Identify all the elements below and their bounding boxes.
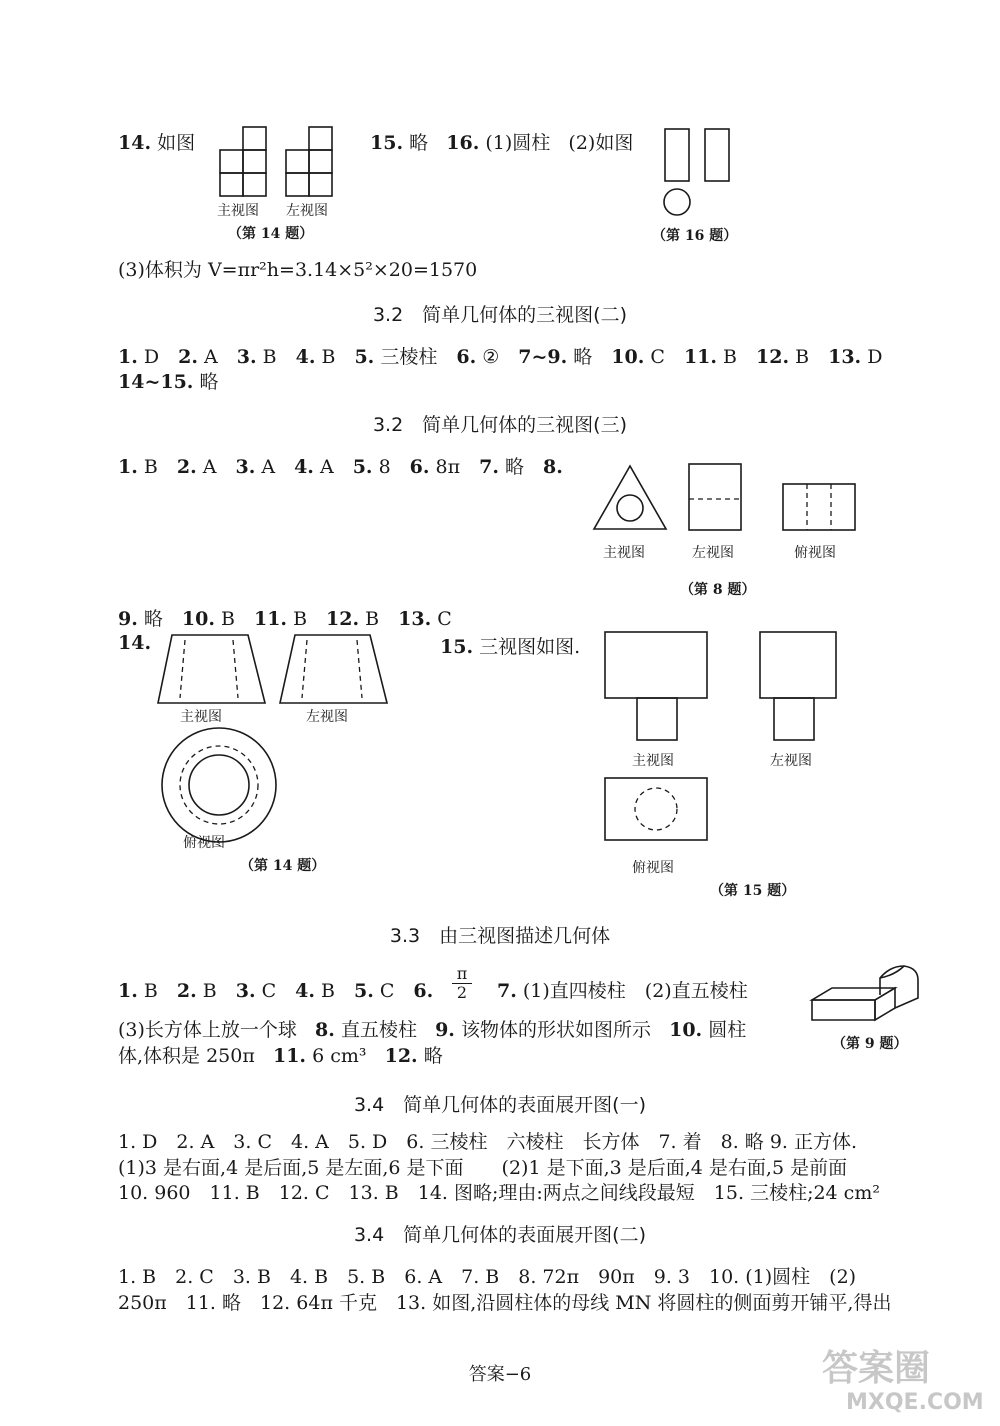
answer-text: 略 (199, 371, 219, 393)
answer-text: D (861, 346, 902, 368)
watermark-url: MXQE.COM (846, 1390, 984, 1415)
section-title: 3.4 简单几何体的表面展开图(二) (353, 1224, 647, 1246)
answer-text: 如图 (157, 132, 196, 154)
question-number: 12. (326, 608, 360, 630)
answer-text: B (359, 608, 399, 630)
fraction-denominator: 2 (456, 983, 468, 1002)
question-number: 8. (315, 1019, 335, 1041)
answer-text: (2)如图 (568, 132, 634, 154)
answer-text: (1)直四棱柱 (2)直五棱柱 (522, 980, 748, 1002)
question-number: 12. (384, 1045, 418, 1067)
question-number: 14~15. (118, 371, 194, 393)
question-number: 10. (669, 1019, 703, 1041)
question-number: 2. (178, 346, 198, 368)
question-number: 10. (181, 608, 215, 630)
question-number: 7~9. (518, 346, 568, 368)
caption-front-view: 主视图 (180, 709, 222, 725)
answer-text: A (255, 456, 295, 478)
answer-line: 1. D 2. A 3. C 4. A 5. D 6. 三棱柱 六棱柱 长方体 7. 着 8. 略 9. 正方体. (118, 1131, 858, 1153)
question-number: 16. (446, 132, 480, 154)
answer-line: 1. B 2. C 3. B 4. B 5. B 6. A 7. B 8. 72π 90π 9. 3 10. (1)圆柱 (2) (118, 1266, 857, 1288)
question-number: 9. (118, 608, 138, 630)
answer-text: 三视图如图. (479, 636, 581, 658)
answer-text: B (137, 456, 177, 478)
question-number: 4. (294, 456, 314, 478)
question-number: 7. (479, 456, 499, 478)
caption-front-view: 主视图 (603, 545, 645, 561)
answer-text: B (717, 346, 757, 368)
question-number: 5. (354, 346, 375, 368)
answer-text: C (644, 346, 684, 368)
caption-top-view: 俯视图 (794, 545, 836, 561)
caption-top-view: 俯视图 (632, 860, 674, 876)
figure-caption: （第 9 题） (832, 1036, 908, 1052)
figure-caption: （第 8 题） (680, 582, 756, 598)
question-number: 1. (118, 980, 138, 1002)
answer-text: 略 (137, 608, 182, 630)
answer-text: 8π (429, 456, 480, 478)
question-number: 12. (756, 346, 790, 368)
question-number: 6. (409, 456, 430, 478)
answer-text: B (314, 980, 354, 1002)
question-number: 11. (253, 608, 288, 630)
answer-text: 直五棱柱 (340, 1019, 417, 1041)
figure-caption: （第 16 题） (652, 228, 738, 244)
figure-caption: （第 15 题） (710, 883, 796, 899)
question-number: 14. (118, 632, 152, 654)
question-number: 11. (272, 1045, 307, 1067)
section-title: 3.2 简单几何体的三视图(三) (372, 414, 628, 436)
caption-front-view: 主视图 (217, 203, 259, 219)
caption-left-view: 左视图 (692, 545, 734, 561)
question-number: 8. (543, 456, 563, 478)
answer-line: 250π 11. 略 12. 64π 千克 13. 如图,沿圆柱体的母线 MN 将圆柱的侧面剪开铺平,得出 (118, 1292, 892, 1314)
answer-text: (1)圆柱 (485, 132, 551, 154)
watermark-logo: 答案圈 (822, 1348, 931, 1389)
answer-text: B (214, 608, 254, 630)
question-number: 4. (295, 346, 316, 368)
question-number: 9. (435, 1019, 455, 1041)
answer-line: 10. 960 11. B 12. C 13. B 14. 图略;理由:两点之间线段最短 15. 三棱柱;24 cm² (118, 1182, 880, 1204)
answer-text: 6 cm³ (312, 1045, 367, 1067)
question-number: 1. (118, 456, 138, 478)
question-number: 1. (118, 346, 138, 368)
answer-text: 圆柱 (708, 1019, 747, 1041)
question-number: 5. (354, 980, 374, 1002)
question-number: 6. (456, 346, 477, 368)
answer-text: B (789, 346, 829, 368)
section-title: 3.2 简单几何体的三视图(二) (372, 304, 628, 326)
question-number: 3. (235, 980, 256, 1002)
q16-volume: (3)体积为 V=πr²h=3.14×5²×20=1570 (118, 259, 478, 281)
question-number: 2. (176, 456, 197, 478)
figure-caption: （第 14 题） (228, 226, 314, 242)
question-number: 5. (352, 456, 373, 478)
section-title: 3.3 由三视图描述几何体 (389, 925, 611, 947)
answer-text: 略 (409, 132, 429, 154)
answer-text: B (137, 980, 177, 1002)
question-number: 3. (235, 456, 256, 478)
answer-text: A (196, 456, 236, 478)
question-number: 7. (497, 980, 517, 1002)
question-number: 4. (295, 980, 315, 1002)
question-number: 2. (176, 980, 197, 1002)
answer-text: 三棱柱 (374, 346, 457, 368)
question-number: 14. (118, 132, 152, 154)
caption-top-view: 俯视图 (183, 835, 225, 851)
question-number: 13. (398, 608, 432, 630)
section-title: 3.4 简单几何体的表面展开图(一) (353, 1094, 647, 1116)
question-number: 3. (236, 346, 257, 368)
question-number: 10. (611, 346, 645, 368)
answer-text: A (197, 346, 237, 368)
answer-text: 略 (423, 1045, 443, 1067)
answer-text: B (315, 346, 355, 368)
answer-text: 略 (498, 456, 544, 478)
fraction-numerator: π (452, 965, 472, 984)
answer-text: ② (476, 346, 519, 368)
question-number: 11. (683, 346, 717, 368)
question-number: 6. (413, 980, 434, 1002)
answer-text: (3)长方体上放一个球 (118, 1019, 297, 1041)
answer-text: 略 (567, 346, 612, 368)
caption-front-view: 主视图 (632, 753, 674, 769)
answer-text: D (137, 346, 179, 368)
answer-text: C (373, 980, 414, 1002)
answer-text: 体,体积是 250π (118, 1045, 255, 1067)
question-number: 15. (440, 636, 474, 658)
caption-left-view: 左视图 (286, 203, 328, 219)
caption-left-view: 左视图 (770, 753, 812, 769)
question-number: 15. (370, 132, 404, 154)
figure-caption: （第 14 题） (240, 858, 326, 874)
answer-text: 该物体的形状如图所示 (460, 1019, 651, 1041)
page-footer: 答案−6 (468, 1364, 532, 1385)
answer-text: B (256, 346, 296, 368)
answer-text: C (431, 608, 471, 630)
answer-text: B (287, 608, 327, 630)
question-number: 13. (828, 346, 862, 368)
answer-line: (1)3 是右面,4 是后面,5 是左面,6 是下面 (2)1 是下面,3 是后面,4 是右面,5 是前面 (118, 1157, 848, 1179)
answer-text: C (255, 980, 296, 1002)
answer-text: A (313, 456, 353, 478)
caption-left-view: 左视图 (306, 709, 348, 725)
answer-text: B (196, 980, 236, 1002)
answer-text: 8 (372, 456, 410, 478)
